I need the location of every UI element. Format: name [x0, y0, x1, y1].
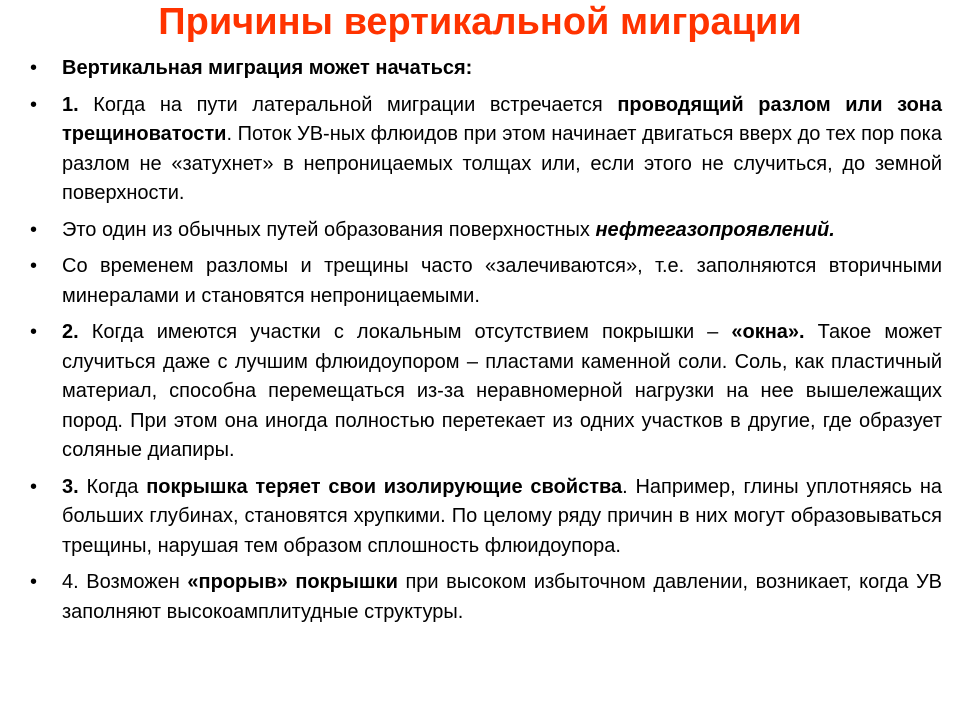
bullet-marker: •: [30, 571, 38, 593]
bullet-marker: •: [30, 218, 38, 241]
bullet-marker: •: [30, 321, 38, 343]
emphasized-text: нефтегазопроявлений.: [595, 218, 835, 241]
emphasized-text: 1.: [62, 93, 79, 116]
bullet-text: Со временем разломы и трещины часто «залечиваются», т.е. заполняются вторичными минералами и становятся непроницаемыми.: [62, 255, 942, 307]
bullet-text: Когда: [78, 475, 147, 498]
bullet-marker: •: [30, 57, 38, 79]
emphasized-text: 2.: [62, 321, 79, 343]
bullet-text: при высоком избыточном давлении, возникает, когда УВ заполняют высокоамплитудные структуры.: [62, 571, 943, 623]
emphasized-text: Вертикальная миграция может начаться:: [62, 57, 473, 79]
bullet-item: [30, 318, 942, 466]
bullet-marker: •: [30, 475, 38, 498]
bullet-item: [30, 91, 942, 209]
bullet-marker: •: [30, 93, 38, 116]
bullet-text: . Например, глины уплотняясь на больших глубинах, становятся хрупкими. По целому ряду причин в них могут образовываться трещины, нарушая тем образом сплошность флюидоупора.: [62, 475, 943, 557]
emphasized-text: «окна».: [731, 321, 805, 343]
emphasized-text: проводящий разлом или зона трещиноватости: [62, 93, 942, 145]
bullet-text: Когда на пути латеральной миграции встречается: [78, 93, 618, 116]
emphasized-text: 3.: [62, 475, 79, 498]
bullet-text: . Поток УВ-ных флюидов при этом начинает двигаться вверх до тех пор пока разлом не «затухнет» в непроницаемых толщах или, если этого не случиться, до земной поверхности.: [62, 123, 942, 204]
bullet-item: [30, 216, 942, 246]
bullet-item: [30, 54, 942, 84]
slide-title: Причины вертикальной миграции: [158, 1, 802, 43]
bullet-text: Когда имеются участки с локальным отсутствием покрышки –: [78, 321, 732, 343]
bullet-text: 4. Возможен: [62, 571, 188, 593]
bullet-text: Такое может случиться даже с лучшим флюидоупором – пластами каменной соли. Соль, как пластичный материал, способна перемещаться из-за неравномерной нагрузки на нее вышележащих пород. При этом она иногда полностью перетекает из одних участков в другие, где образует соляные диапиры.: [62, 321, 943, 461]
bullet-list: [30, 54, 942, 634]
emphasized-text: «прорыв» покрышки: [187, 571, 398, 593]
bullet-marker: •: [30, 255, 38, 277]
bullet-text: Это один из обычных путей образования поверхностных: [62, 218, 596, 241]
bullet-item: [30, 568, 942, 627]
bullet-item: [30, 473, 942, 562]
emphasized-text: покрышка теряет свои изолирующие свойства: [146, 475, 623, 498]
bullet-item: [30, 252, 942, 311]
